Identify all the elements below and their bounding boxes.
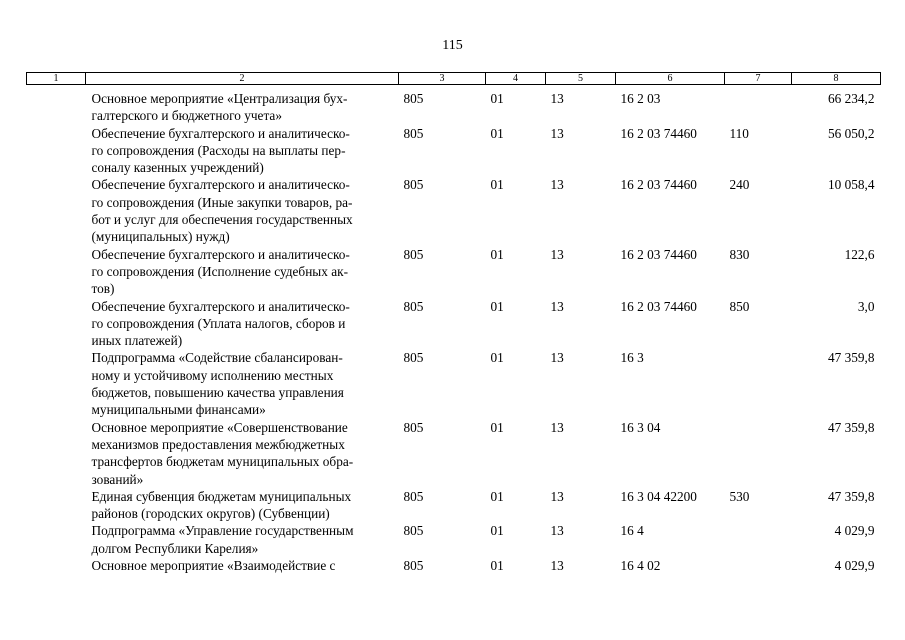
table-row [27, 488, 881, 523]
description-cell [86, 125, 399, 177]
expense-type-cell [725, 522, 792, 557]
section-code-cell: 01 [490, 419, 504, 435]
description-line: Обеспечение бухгалтерского и аналитическо- [91, 298, 350, 314]
table-row [27, 419, 881, 488]
description-line: ному и устойчивому исполнению местных [91, 367, 334, 383]
target-article-cell: 16 4 02 [620, 558, 661, 574]
row-number-cell [27, 125, 86, 177]
target-article-cell: 16 3 04 42200 [620, 488, 697, 504]
description-cell [86, 349, 399, 418]
expense-type-cell [725, 349, 792, 418]
target-article-cell: 16 2 03 74460 [620, 298, 697, 314]
column-number-header [27, 73, 881, 85]
ministry-code-cell: 805 [403, 488, 424, 504]
description-line: го сопровождения (Расходы на выплаты пер- [91, 142, 346, 158]
description-line: механизмов предоставления межбюджетных [91, 436, 345, 452]
row-number-cell [27, 246, 86, 298]
target-article-cell: 16 2 03 74460 [620, 177, 697, 193]
page-number: 115 [442, 38, 463, 53]
row-number-cell [27, 488, 86, 523]
subsection-code-cell: 13 [550, 298, 564, 314]
subsection-code-cell: 13 [550, 125, 564, 141]
description-line: иных платежей) [91, 333, 183, 349]
description-line: Основное мероприятие «Совершенствование [91, 419, 348, 435]
description-cell [86, 298, 399, 350]
table-row [27, 298, 881, 350]
expense-type-cell [725, 85, 792, 125]
amount-cell: 3,0 [857, 298, 875, 314]
header-row [27, 73, 881, 85]
description-line: го сопровождения (Иные закупки товаров, ра- [91, 194, 353, 210]
row-number-cell [27, 349, 86, 418]
subsection-code-cell: 13 [550, 558, 564, 574]
row-number-cell [27, 298, 86, 350]
description-line: зований» [91, 471, 144, 487]
ministry-code-cell: 805 [403, 350, 424, 366]
amount-cell: 122,6 [844, 246, 875, 262]
description-line: го сопровождения (Исполнение судебных ак- [91, 263, 349, 279]
target-article-cell: 16 2 03 74460 [620, 246, 697, 262]
amount-cell: 47 359,8 [827, 488, 875, 504]
section-code-cell: 01 [490, 350, 504, 366]
ministry-code-cell: 805 [403, 177, 424, 193]
description-line: Основное мероприятие «Централизация бух- [91, 91, 348, 106]
section-code-cell: 01 [490, 523, 504, 539]
subsection-code-cell: 13 [550, 488, 564, 504]
expense-type-cell [725, 557, 792, 574]
description-line: Обеспечение бухгалтерского и аналитическо- [91, 177, 350, 193]
budget-table [26, 72, 881, 574]
description-line: галтерского и бюджетного учета» [91, 108, 282, 124]
subsection-code-cell: 13 [550, 350, 564, 366]
target-article-cell: 16 3 04 [620, 419, 661, 435]
description-line: бот и услуг для обеспечения государственных [91, 212, 353, 228]
ministry-code-cell: 805 [403, 419, 424, 435]
table-row [27, 85, 881, 125]
ministry-code-cell: 805 [403, 523, 424, 539]
description-line: бюджетов, повышению качества управления [91, 385, 344, 401]
table-row [27, 176, 881, 245]
amount-cell: 47 359,8 [827, 419, 875, 435]
ministry-code-cell: 805 [403, 125, 424, 141]
description-cell [86, 557, 399, 574]
description-line: муниципальными финансами» [91, 402, 266, 418]
description-cell [86, 176, 399, 245]
amount-cell: 56 050,2 [827, 125, 875, 141]
expense-type-cell [725, 419, 792, 488]
description-cell [86, 419, 399, 488]
description-line: Обеспечение бухгалтерского и аналитическо- [91, 125, 350, 141]
subsection-code-cell: 13 [550, 523, 564, 539]
description-line: Подпрограмма «Управление государственным [91, 523, 354, 539]
description-line: долгом Республики Карелия» [91, 540, 259, 556]
amount-cell: 4 029,9 [834, 558, 875, 574]
expense-type-cell: 850 [729, 298, 750, 314]
column-header: 4 [486, 73, 546, 85]
description-line: го сопровождения (Уплата налогов, сборов и [91, 315, 346, 331]
table-row [27, 522, 881, 557]
ministry-code-cell: 805 [403, 91, 424, 106]
subsection-code-cell: 13 [550, 91, 564, 106]
row-number-cell [27, 522, 86, 557]
column-header: 3 [399, 73, 486, 85]
table-row [27, 557, 881, 574]
subsection-code-cell: 13 [550, 177, 564, 193]
table-row [27, 246, 881, 298]
description-line: трансфертов бюджетам муниципальных обра- [91, 454, 354, 470]
section-code-cell: 01 [490, 246, 504, 262]
subsection-code-cell: 13 [550, 419, 564, 435]
description-cell [86, 85, 399, 125]
description-line: Единая субвенция бюджетам муниципальных [91, 488, 352, 504]
ministry-code-cell: 805 [403, 558, 424, 574]
row-number-cell [27, 557, 86, 574]
column-header: 2 [86, 73, 399, 85]
row-number-cell [27, 176, 86, 245]
section-code-cell: 01 [490, 298, 504, 314]
target-article-cell: 16 3 [620, 350, 644, 366]
section-code-cell: 01 [490, 177, 504, 193]
expense-type-cell: 240 [729, 177, 750, 193]
column-header: 1 [27, 73, 86, 85]
ministry-code-cell: 805 [403, 246, 424, 262]
row-number-cell [27, 419, 86, 488]
description-cell [86, 522, 399, 557]
amount-cell: 10 058,4 [827, 177, 875, 193]
table-row [27, 125, 881, 177]
description-line: (муниципальных) нужд) [91, 229, 230, 245]
expense-type-cell: 530 [729, 488, 750, 504]
description-cell [86, 488, 399, 523]
section-code-cell: 01 [490, 91, 504, 106]
table-row [27, 349, 881, 418]
description-line: Обеспечение бухгалтерского и аналитическо- [91, 246, 350, 262]
target-article-cell: 16 2 03 74460 [620, 125, 697, 141]
description-cell [86, 246, 399, 298]
section-code-cell: 01 [490, 125, 504, 141]
description-line: Подпрограмма «Содействие сбалансирован- [91, 350, 343, 366]
column-header: 5 [546, 73, 616, 85]
description-line: соналу казенных учреждений) [91, 160, 264, 176]
amount-cell: 66 234,2 [827, 91, 875, 106]
table-body [27, 85, 881, 575]
description-line: районов (городских округов) (Субвенции) [91, 506, 330, 522]
amount-cell: 4 029,9 [834, 523, 875, 539]
subsection-code-cell: 13 [550, 246, 564, 262]
target-article-cell: 16 4 [620, 523, 644, 539]
column-header: 8 [792, 73, 881, 85]
description-line: Основное мероприятие «Взаимодействие с [91, 558, 336, 574]
column-header: 6 [616, 73, 725, 85]
section-code-cell: 01 [490, 558, 504, 574]
amount-cell: 47 359,8 [827, 350, 875, 366]
expense-type-cell: 830 [729, 246, 750, 262]
target-article-cell: 16 2 03 [620, 91, 661, 106]
column-header: 7 [725, 73, 792, 85]
description-line: тов) [91, 281, 115, 297]
section-code-cell: 01 [490, 488, 504, 504]
ministry-code-cell: 805 [403, 298, 424, 314]
row-number-cell [27, 85, 86, 125]
expense-type-cell: 110 [729, 125, 749, 141]
